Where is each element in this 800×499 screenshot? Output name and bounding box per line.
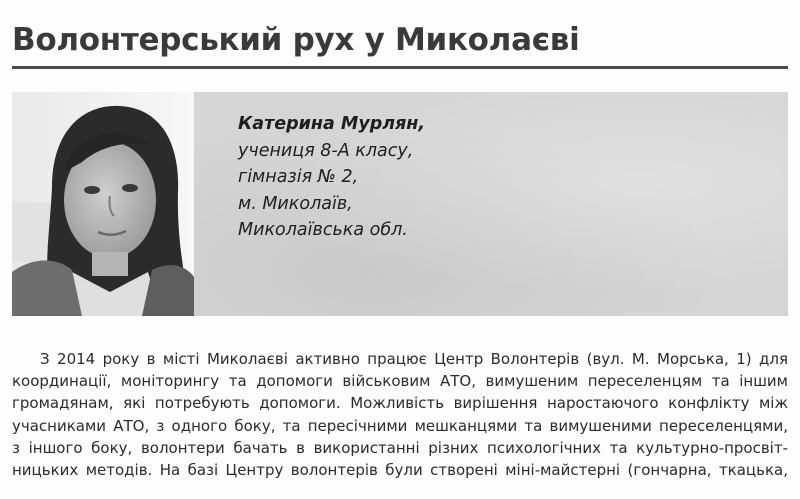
- author-name: Катерина Мурлян,: [238, 114, 426, 134]
- body-line: громадянам, які потребують допомоги. Можливість вирішення наростаючого конфлікту між: [12, 394, 788, 413]
- body-line: учасниками АТО, з одного боку, та пересічними мешканцями та вимушеними переселенцями,: [12, 416, 788, 435]
- body-line: з іншого боку, волонтери бачать в використанні різних психологічних та культурно-просвіт-: [12, 438, 788, 457]
- author-city: м. Миколаїв,: [238, 193, 353, 214]
- author-credit: [238, 111, 425, 244]
- body-line: ницьких методів. На базі Центру волонтерів були створені міні-майстерні (гончарна, ткацька,: [12, 461, 788, 480]
- body-line: координації, моніторингу та допомоги військовим АТО, вимушеним переселенцям та іншим: [12, 372, 788, 391]
- author-region: Миколаївська обл.: [238, 220, 408, 240]
- author-school: гімназія № 2,: [238, 167, 359, 187]
- author-photo: [12, 92, 194, 316]
- article-body: [12, 348, 788, 481]
- author-class: учениця 8-А класу,: [238, 140, 414, 161]
- body-line: З 2014 року в місті Миколаєві активно працює Центр Волонтерів (вул. М. Морська, 1) для: [40, 350, 788, 368]
- article-title: Волонтерський рух у Миколаєві: [12, 22, 580, 58]
- title-divider: [12, 66, 788, 69]
